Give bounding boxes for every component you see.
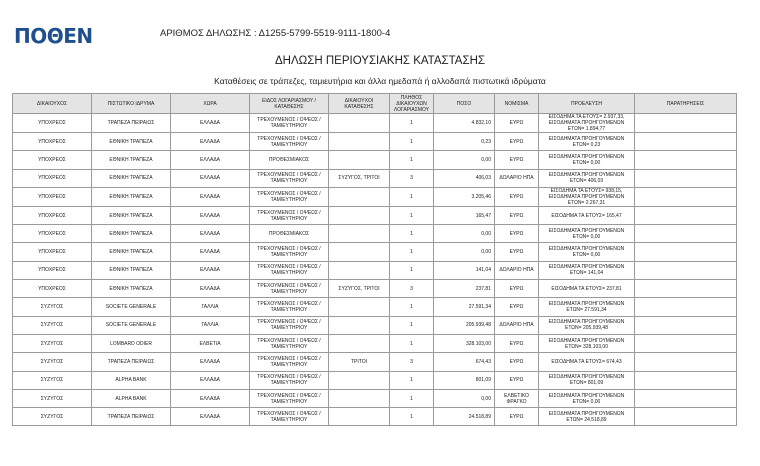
co-holders-cell xyxy=(329,334,390,352)
account-type-cell: ΤΡΕΧΟΥΜΕΝΟΣ / ΟΨΕΩΣ / ΤΑΜΙΕΥΤΗΡΙΟΥ xyxy=(250,261,329,279)
origin-cell: ΕΙΣΟΔΗΜΑΤΑ ΠΡΟΗΓΟΥΜΕΝΩΝ ΕΤΩΝ= 0,00 xyxy=(539,243,635,261)
account-type-cell: ΤΡΕΧΟΥΜΕΝΟΣ / ΟΨΕΩΣ / ΤΑΜΙΕΥΤΗΡΙΟΥ xyxy=(250,334,329,352)
notes-cell xyxy=(635,187,737,206)
co-holders-cell xyxy=(329,206,390,224)
account-type-cell: ΤΡΕΧΟΥΜΕΝΟΣ / ΟΨΕΩΣ / ΤΑΜΙΕΥΤΗΡΙΟΥ xyxy=(250,353,329,371)
notes-cell xyxy=(635,371,737,389)
co-holders-cell: ΣΥΖΥΓΟΣ, ΤΡΙΤΟΙ xyxy=(329,280,390,298)
notes-cell xyxy=(635,408,737,426)
table-row xyxy=(13,334,737,352)
amount-cell: 0,00 xyxy=(434,225,495,243)
account-type-cell: ΠΡΟΘΕΣΜΙΑΚΟΣ xyxy=(250,151,329,169)
country-cell: ΕΛΛΑΔΑ xyxy=(171,206,250,224)
origin-cell: ΕΙΣΟΔΗΜΑΤΑ ΠΡΟΗΓΟΥΜΕΝΩΝ ΕΤΩΝ= 24.518,89 xyxy=(539,408,635,426)
currency-cell: ΕΥΡΩ xyxy=(495,243,539,261)
currency-cell: ΔΟΛΑΡΙΟ ΗΠΑ xyxy=(495,316,539,334)
amount-cell: 205.939,48 xyxy=(434,316,495,334)
column-header: ΝΟΜΙΣΜΑ xyxy=(495,94,539,114)
co-holders-cell xyxy=(329,408,390,426)
holder-cell: ΣΥΖΥΓΟΣ xyxy=(13,298,92,316)
table-row xyxy=(13,371,737,389)
column-header: ΠΙΣΤΩΤΙΚΟ ΙΔΡΥΜΑ xyxy=(92,94,171,114)
country-cell: ΕΛΛΑΔΑ xyxy=(171,408,250,426)
notes-cell xyxy=(635,206,737,224)
notes-cell xyxy=(635,225,737,243)
country-cell: ΕΛΛΑΔΑ xyxy=(171,114,250,133)
bank-cell: ΕΘΝΙΚΗ ΤΡΑΠΕΖΑ xyxy=(92,151,171,169)
holders-count-cell: 1 xyxy=(390,151,434,169)
notes-cell xyxy=(635,334,737,352)
origin-cell: ΕΙΣΟΔΗΜΑΤΑ ΠΡΟΗΓΟΥΜΕΝΩΝ ΕΤΩΝ= 801,09 xyxy=(539,371,635,389)
co-holders-cell xyxy=(329,133,390,151)
country-cell: ΕΛΛΑΔΑ xyxy=(171,280,250,298)
country-cell: ΕΛΛΑΔΑ xyxy=(171,261,250,279)
currency-cell: ΕΥΡΩ xyxy=(495,225,539,243)
bank-cell: ΕΘΝΙΚΗ ΤΡΑΠΕΖΑ xyxy=(92,169,171,187)
country-cell: ΕΛΛΑΔΑ xyxy=(171,371,250,389)
holders-count-cell: 1 xyxy=(390,298,434,316)
currency-cell: ΕΥΡΩ xyxy=(495,151,539,169)
co-holders-cell: ΤΡΙΤΟΙ xyxy=(329,353,390,371)
column-header: ΠΟΣΟ xyxy=(434,94,495,114)
table-header-row xyxy=(13,94,737,114)
currency-cell: ΕΥΡΩ xyxy=(495,114,539,133)
table-row xyxy=(13,187,737,206)
table-row xyxy=(13,298,737,316)
amount-cell: 0,00 xyxy=(434,389,495,407)
origin-cell: ΕΙΣΟΔΗΜΑ ΤΑ ΕΤΟΥΣ= 165,47 xyxy=(539,206,635,224)
currency-cell: ΕΥΡΩ xyxy=(495,187,539,206)
holders-count-cell: 3 xyxy=(390,280,434,298)
origin-cell: ΕΙΣΟΔΗΜΑ ΤΑ ΕΤΟΥΣ= 237,81 xyxy=(539,280,635,298)
column-header: ΔΙΚΑΙΟΥΧΟΙ ΚΑΤΑΘΕΣΗΣ xyxy=(329,94,390,114)
notes-cell xyxy=(635,114,737,133)
bank-cell: ΤΡΑΠΕΖΑ ΠΕΙΡΑΙΩΣ xyxy=(92,353,171,371)
table-row xyxy=(13,133,737,151)
origin-cell: ΕΙΣΟΔΗΜΑΤΑ ΠΡΟΗΓΟΥΜΕΝΩΝ ΕΤΩΝ= 27.591,34 xyxy=(539,298,635,316)
column-header: ΧΩΡΑ xyxy=(171,94,250,114)
holders-count-cell: 1 xyxy=(390,371,434,389)
holder-cell: ΥΠΟΧΡΕΟΣ xyxy=(13,187,92,206)
account-type-cell: ΤΡΕΧΟΥΜΕΝΟΣ / ΟΨΕΩΣ / ΤΑΜΙΕΥΤΗΡΙΟΥ xyxy=(250,114,329,133)
amount-cell: 4.832,10 xyxy=(434,114,495,133)
table-row xyxy=(13,280,737,298)
account-type-cell: ΤΡΕΧΟΥΜΕΝΟΣ / ΟΨΕΩΣ / ΤΑΜΙΕΥΤΗΡΙΟΥ xyxy=(250,206,329,224)
amount-cell: 801,09 xyxy=(434,371,495,389)
bank-cell: SOCIETE GENERALE xyxy=(92,316,171,334)
column-header: ΠΑΡΑΤΗΡΗΣΕΙΣ xyxy=(635,94,737,114)
account-type-cell: ΤΡΕΧΟΥΜΕΝΟΣ / ΟΨΕΩΣ / ΤΑΜΙΕΥΤΗΡΙΟΥ xyxy=(250,298,329,316)
country-cell: ΓΑΛΛΙΑ xyxy=(171,298,250,316)
holders-count-cell: 3 xyxy=(390,353,434,371)
origin-cell: ΕΙΣΟΔΗΜΑ ΤΑ ΕΤΟΥΣ= 2.937,33, ΕΙΣΟΔΗΜΑΤΑ ΠΡΟΗΓΟΥΜΕΝΩΝ ΕΤΩΝ= 1.894,77 xyxy=(539,114,635,133)
table-row xyxy=(13,316,737,334)
notes-cell xyxy=(635,151,737,169)
country-cell: ΕΛΛΑΔΑ xyxy=(171,243,250,261)
bank-cell: ΕΘΝΙΚΗ ΤΡΑΠΕΖΑ xyxy=(92,206,171,224)
account-type-cell: ΤΡΕΧΟΥΜΕΝΟΣ / ΟΨΕΩΣ / ΤΑΜΙΕΥΤΗΡΙΟΥ xyxy=(250,133,329,151)
origin-cell: ΕΙΣΟΔΗΜΑΤΑ ΠΡΟΗΓΟΥΜΕΝΩΝ ΕΤΩΝ= 328.103,00 xyxy=(539,334,635,352)
bank-cell: ΤΡΑΠΕΖΑ ΠΕΙΡΑΙΩΣ xyxy=(92,408,171,426)
table-row xyxy=(13,169,737,187)
origin-cell: ΕΙΣΟΔΗΜΑΤΑ ΠΡΟΗΓΟΥΜΕΝΩΝ ΕΤΩΝ= 205.939,48 xyxy=(539,316,635,334)
co-holders-cell xyxy=(329,187,390,206)
account-type-cell: ΤΡΕΧΟΥΜΕΝΟΣ / ΟΨΕΩΣ / ΤΑΜΙΕΥΤΗΡΙΟΥ xyxy=(250,408,329,426)
amount-cell: 0,23 xyxy=(434,133,495,151)
account-type-cell: ΤΡΕΧΟΥΜΕΝΟΣ / ΟΨΕΩΣ / ΤΑΜΙΕΥΤΗΡΙΟΥ xyxy=(250,243,329,261)
holder-cell: ΥΠΟΧΡΕΟΣ xyxy=(13,206,92,224)
holders-count-cell: 1 xyxy=(390,133,434,151)
column-header: ΠΛΗΘΟΣ ΔΙΚΑΙΟΥΧΩΝ ΛΟΓΑΡΙΑΣΜΟΥ xyxy=(390,94,434,114)
deposits-table xyxy=(12,93,737,426)
amount-cell: 27.591,34 xyxy=(434,298,495,316)
table-row xyxy=(13,151,737,169)
page-title: ΔΗΛΩΣΗ ΠΕΡΙΟΥΣΙΑΚΗΣ ΚΑΤΑΣΤΑΣΗΣ xyxy=(274,55,485,67)
bank-cell: LOMBARD ODIER xyxy=(92,334,171,352)
notes-cell xyxy=(635,169,737,187)
holder-cell: ΣΥΖΥΓΟΣ xyxy=(13,334,92,352)
logo: ΠΟΘΕΝ xyxy=(14,24,93,48)
origin-cell: ΕΙΣΟΔΗΜΑΤΑ ΠΡΟΗΓΟΥΜΕΝΩΝ ΕΤΩΝ= 0,00 xyxy=(539,225,635,243)
notes-cell xyxy=(635,243,737,261)
holder-cell: ΥΠΟΧΡΕΟΣ xyxy=(13,169,92,187)
holders-count-cell: 3 xyxy=(390,169,434,187)
currency-cell: ΕΥΡΩ xyxy=(495,371,539,389)
holder-cell: ΥΠΟΧΡΕΟΣ xyxy=(13,261,92,279)
amount-cell: 165,47 xyxy=(434,206,495,224)
table-row xyxy=(13,206,737,224)
currency-cell: ΕΥΡΩ xyxy=(495,408,539,426)
holders-count-cell: 1 xyxy=(390,243,434,261)
column-header: ΠΡΟΕΛΕΥΣΗ xyxy=(539,94,635,114)
origin-cell: ΕΙΣΟΔΗΜΑ ΤΑ ΕΤΟΥΣ= 938,15, ΕΙΣΟΔΗΜΑΤΑ ΠΡΟΗΓΟΥΜΕΝΩΝ ΕΤΩΝ= 2.267,31 xyxy=(539,187,635,206)
co-holders-cell xyxy=(329,114,390,133)
account-type-cell: ΤΡΕΧΟΥΜΕΝΟΣ / ΟΨΕΩΣ / ΤΑΜΙΕΥΤΗΡΙΟΥ xyxy=(250,389,329,407)
account-type-cell: ΤΡΕΧΟΥΜΕΝΟΣ / ΟΨΕΩΣ / ΤΑΜΙΕΥΤΗΡΙΟΥ xyxy=(250,169,329,187)
table-row xyxy=(13,243,737,261)
amount-cell: 0,00 xyxy=(434,151,495,169)
account-type-cell: ΤΡΕΧΟΥΜΕΝΟΣ / ΟΨΕΩΣ / ΤΑΜΙΕΥΤΗΡΙΟΥ xyxy=(250,280,329,298)
currency-cell: ΔΟΛΑΡΙΟ ΗΠΑ xyxy=(495,261,539,279)
notes-cell xyxy=(635,389,737,407)
notes-cell xyxy=(635,280,737,298)
table-row xyxy=(13,261,737,279)
origin-cell: ΕΙΣΟΔΗΜΑΤΑ ΠΡΟΗΓΟΥΜΕΝΩΝ ΕΤΩΝ= 0,00 xyxy=(539,151,635,169)
country-cell: ΕΛΛΑΔΑ xyxy=(171,151,250,169)
notes-cell xyxy=(635,133,737,151)
table-row xyxy=(13,408,737,426)
table-row xyxy=(13,353,737,371)
currency-cell: ΔΟΛΑΡΙΟ ΗΠΑ xyxy=(495,169,539,187)
holder-cell: ΣΥΖΥΓΟΣ xyxy=(13,408,92,426)
holder-cell: ΣΥΖΥΓΟΣ xyxy=(13,316,92,334)
account-type-cell: ΤΡΕΧΟΥΜΕΝΟΣ / ΟΨΕΩΣ / ΤΑΜΙΕΥΤΗΡΙΟΥ xyxy=(250,187,329,206)
bank-cell: SOCIETE GENERALE xyxy=(92,298,171,316)
holders-count-cell: 1 xyxy=(390,408,434,426)
holders-count-cell: 1 xyxy=(390,225,434,243)
country-cell: ΕΛΛΑΔΑ xyxy=(171,169,250,187)
account-type-cell: ΤΡΕΧΟΥΜΕΝΟΣ / ΟΨΕΩΣ / ΤΑΜΙΕΥΤΗΡΙΟΥ xyxy=(250,316,329,334)
origin-cell: ΕΙΣΟΔΗΜΑ ΤΑ ΕΤΟΥΣ= 674,43 xyxy=(539,353,635,371)
column-header: ΔΙΚΑΙΟΥΧΟΣ xyxy=(13,94,92,114)
holder-cell: ΥΠΟΧΡΕΟΣ xyxy=(13,243,92,261)
co-holders-cell xyxy=(329,389,390,407)
currency-cell: ΕΥΡΩ xyxy=(495,353,539,371)
holders-count-cell: 1 xyxy=(390,261,434,279)
co-holders-cell: ΣΥΖΥΓΟΣ, ΤΡΙΤΟΙ xyxy=(329,169,390,187)
holders-count-cell: 1 xyxy=(390,206,434,224)
notes-cell xyxy=(635,316,737,334)
bank-cell: ALPHA BANK xyxy=(92,371,171,389)
holder-cell: ΣΥΖΥΓΟΣ xyxy=(13,371,92,389)
bank-cell: ΕΘΝΙΚΗ ΤΡΑΠΕΖΑ xyxy=(92,261,171,279)
holder-cell: ΥΠΟΧΡΕΟΣ xyxy=(13,151,92,169)
table-row xyxy=(13,389,737,407)
notes-cell xyxy=(635,261,737,279)
co-holders-cell xyxy=(329,316,390,334)
amount-cell: 674,43 xyxy=(434,353,495,371)
co-holders-cell xyxy=(329,371,390,389)
bank-cell: ΕΘΝΙΚΗ ΤΡΑΠΕΖΑ xyxy=(92,243,171,261)
bank-cell: ΕΘΝΙΚΗ ΤΡΑΠΕΖΑ xyxy=(92,133,171,151)
amount-cell: 328.103,00 xyxy=(434,334,495,352)
table-row xyxy=(13,225,737,243)
holders-count-cell: 1 xyxy=(390,316,434,334)
column-header: ΕΙΔΟΣ ΛΟΓΑΡΙΑΣΜΟΥ / ΚΑΤΑΘΕΣΗΣ xyxy=(250,94,329,114)
account-type-cell: ΤΡΕΧΟΥΜΕΝΟΣ / ΟΨΕΩΣ / ΤΑΜΙΕΥΤΗΡΙΟΥ xyxy=(250,371,329,389)
notes-cell xyxy=(635,353,737,371)
holders-count-cell: 1 xyxy=(390,187,434,206)
co-holders-cell xyxy=(329,243,390,261)
notes-cell xyxy=(635,298,737,316)
currency-cell: ΕΛΒΕΤΙΚΟ ΦΡΑΓΚΟ xyxy=(495,389,539,407)
origin-cell: ΕΙΣΟΔΗΜΑΤΑ ΠΡΟΗΓΟΥΜΕΝΩΝ ΕΤΩΝ= 0,00 xyxy=(539,389,635,407)
amount-cell: 0,00 xyxy=(434,243,495,261)
origin-cell: ΕΙΣΟΔΗΜΑΤΑ ΠΡΟΗΓΟΥΜΕΝΩΝ ΕΤΩΝ= 406,03 xyxy=(539,169,635,187)
country-cell: ΕΛΒΕΤΙΑ xyxy=(171,334,250,352)
amount-cell: 237,81 xyxy=(434,280,495,298)
country-cell: ΕΛΛΑΔΑ xyxy=(171,225,250,243)
holders-count-cell: 1 xyxy=(390,389,434,407)
holder-cell: ΥΠΟΧΡΕΟΣ xyxy=(13,133,92,151)
declaration-number: ΑΡΙΘΜΟΣ ΔΗΛΩΣΗΣ : Δ1255-5799-5519-9111-1800-4 xyxy=(160,28,391,39)
amount-cell: 3.205,46 xyxy=(434,187,495,206)
amount-cell: 24.518,89 xyxy=(434,408,495,426)
country-cell: ΓΑΛΛΙΑ xyxy=(171,316,250,334)
co-holders-cell xyxy=(329,261,390,279)
table-row xyxy=(13,114,737,133)
bank-cell: ΤΡΑΠΕΖΑ ΠΕΙΡΑΙΩΣ xyxy=(92,114,171,133)
bank-cell: ΕΘΝΙΚΗ ΤΡΑΠΕΖΑ xyxy=(92,280,171,298)
holder-cell: ΥΠΟΧΡΕΟΣ xyxy=(13,114,92,133)
holder-cell: ΣΥΖΥΓΟΣ xyxy=(13,353,92,371)
holders-count-cell: 1 xyxy=(390,334,434,352)
currency-cell: ΕΥΡΩ xyxy=(495,298,539,316)
page-subtitle: Καταθέσεις σε τράπεζες, ταμιευτήρια και άλλα ημεδαπά ή αλλοδαπά πιστωτικά ιδρύματα xyxy=(214,76,546,86)
currency-cell: ΕΥΡΩ xyxy=(495,206,539,224)
amount-cell: 141,04 xyxy=(434,261,495,279)
origin-cell: ΕΙΣΟΔΗΜΑΤΑ ΠΡΟΗΓΟΥΜΕΝΩΝ ΕΤΩΝ= 0,23 xyxy=(539,133,635,151)
bank-cell: ALPHA BANK xyxy=(92,389,171,407)
country-cell: ΕΛΛΑΔΑ xyxy=(171,353,250,371)
co-holders-cell xyxy=(329,225,390,243)
co-holders-cell xyxy=(329,298,390,316)
holder-cell: ΥΠΟΧΡΕΟΣ xyxy=(13,225,92,243)
bank-cell: ΕΘΝΙΚΗ ΤΡΑΠΕΖΑ xyxy=(92,225,171,243)
account-type-cell: ΠΡΟΘΕΣΜΙΑΚΟΣ xyxy=(250,225,329,243)
bank-cell: ΕΘΝΙΚΗ ΤΡΑΠΕΖΑ xyxy=(92,187,171,206)
country-cell: ΕΛΛΑΔΑ xyxy=(171,133,250,151)
holders-count-cell: 1 xyxy=(390,114,434,133)
currency-cell: ΕΥΡΩ xyxy=(495,133,539,151)
origin-cell: ΕΙΣΟΔΗΜΑΤΑ ΠΡΟΗΓΟΥΜΕΝΩΝ ΕΤΩΝ= 141,04 xyxy=(539,261,635,279)
amount-cell: 406,03 xyxy=(434,169,495,187)
holder-cell: ΣΥΖΥΓΟΣ xyxy=(13,389,92,407)
currency-cell: ΕΥΡΩ xyxy=(495,334,539,352)
co-holders-cell xyxy=(329,151,390,169)
country-cell: ΕΛΛΑΔΑ xyxy=(171,187,250,206)
holder-cell: ΥΠΟΧΡΕΟΣ xyxy=(13,280,92,298)
currency-cell: ΕΥΡΩ xyxy=(495,280,539,298)
country-cell: ΕΛΛΑΔΑ xyxy=(171,389,250,407)
